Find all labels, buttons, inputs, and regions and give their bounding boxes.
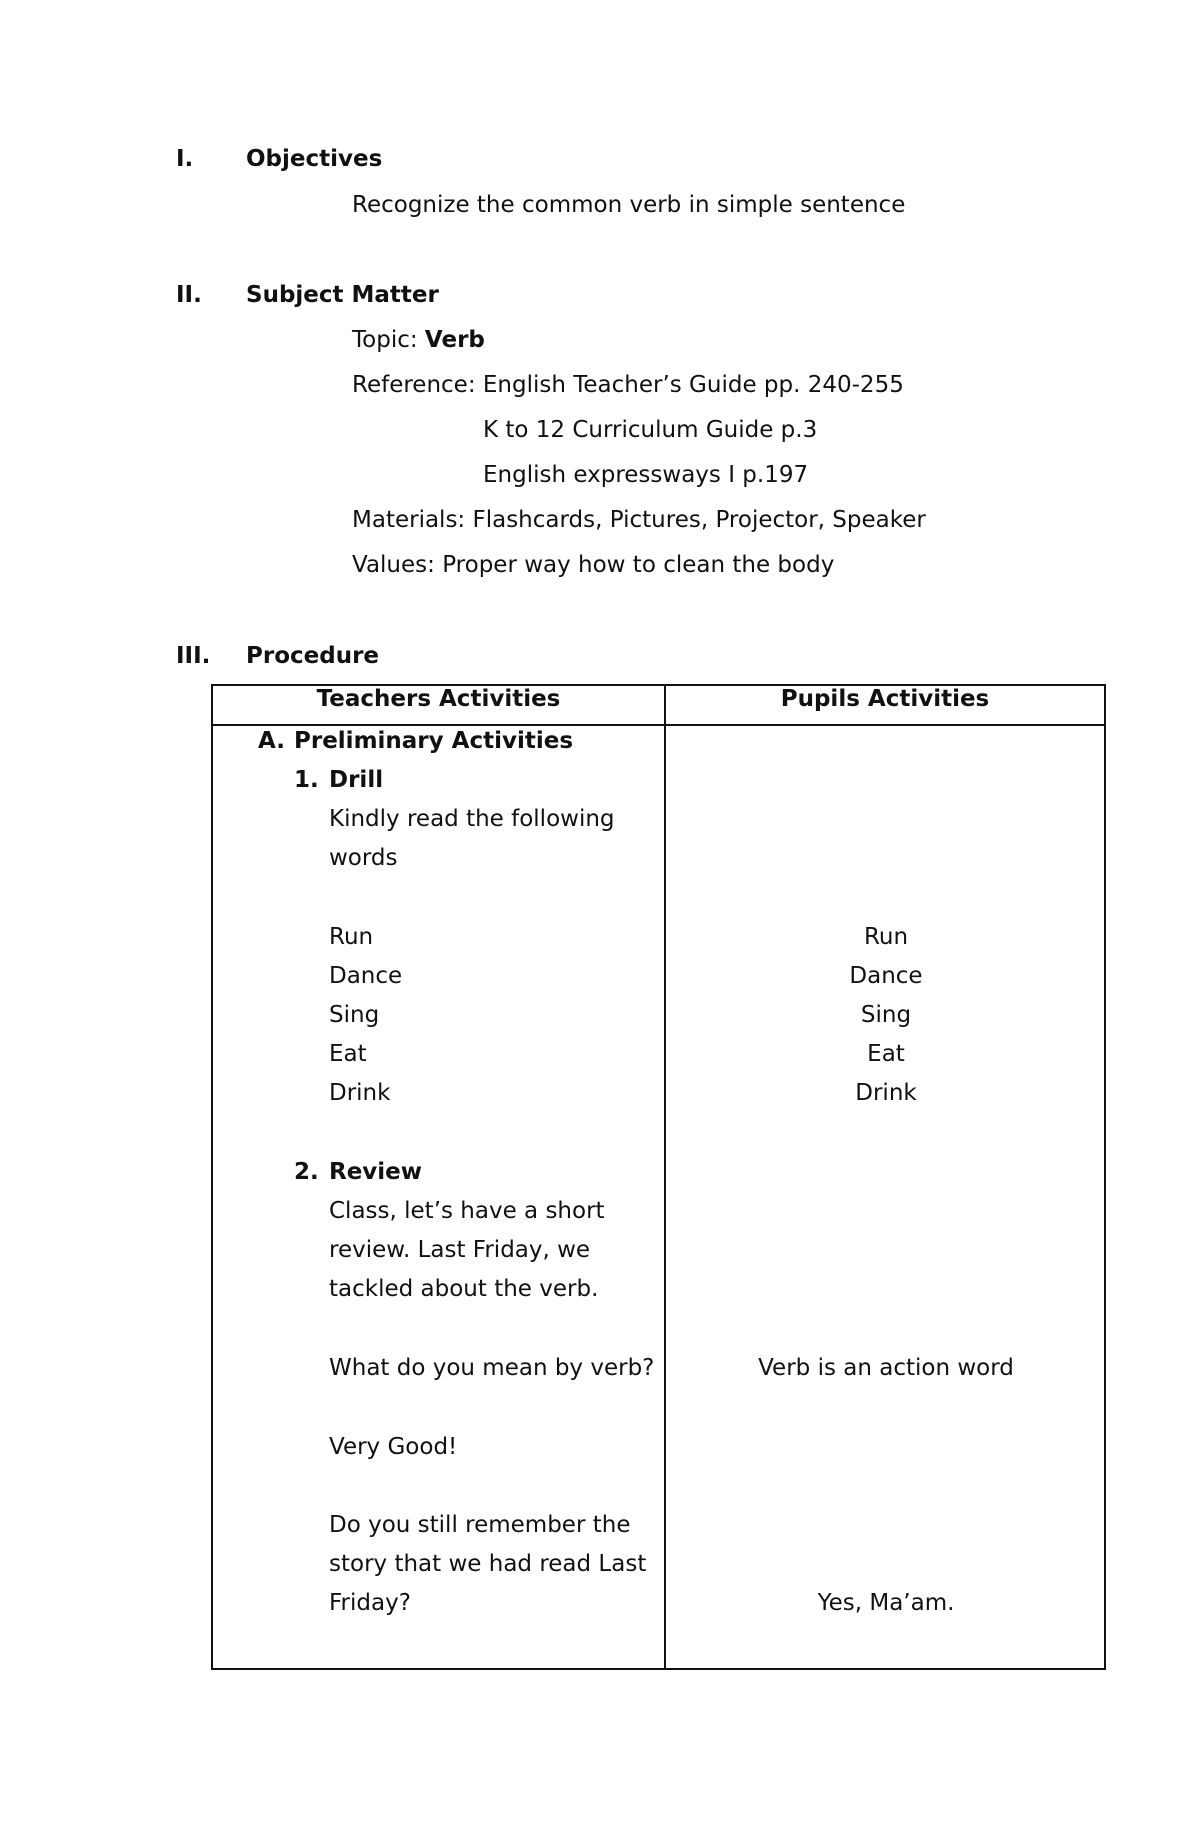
topic-line <box>352 325 485 355</box>
table-header-row <box>212 685 1105 725</box>
section-title-subject-matter: Subject Matter <box>246 282 439 308</box>
preliminary-title: Preliminary Activities <box>294 728 574 754</box>
reference-line-2: K to 12 Curriculum Guide p.3 <box>483 417 818 443</box>
list-item: Eat <box>329 1041 367 1067</box>
values-line: Values: Proper way how to clean the body <box>352 552 835 578</box>
list-item: Eat <box>867 1041 905 1067</box>
review-line-3: tackled about the verb. <box>329 1276 599 1302</box>
review-marker: 2. <box>294 1159 319 1185</box>
section-numeral-3: III. <box>176 643 211 669</box>
list-item: Run <box>329 924 374 950</box>
review-line-2: review. Last Friday, we <box>329 1237 591 1263</box>
drill-instruction-line-1: Kindly read the following <box>329 806 615 832</box>
question-story-line-1: Do you still remember the <box>329 1512 631 1538</box>
reference-line-3: English expressways I p.197 <box>483 462 809 488</box>
topic-value: Verb <box>424 327 485 353</box>
question-story-line-3: Friday? <box>329 1590 411 1616</box>
section-numeral-1: I. <box>176 146 194 172</box>
question-verb-meaning: What do you mean by verb? <box>329 1355 655 1381</box>
header-teachers-activities: Teachers Activities <box>212 685 665 725</box>
list-item: Dance <box>329 963 403 989</box>
review-title: Review <box>329 1159 423 1185</box>
drill-title: Drill <box>329 767 384 793</box>
list-item: Dance <box>849 963 923 989</box>
table-row <box>212 725 1105 1669</box>
list-item: Drink <box>855 1080 917 1106</box>
section-numeral-2: II. <box>176 282 202 308</box>
list-item: Run <box>863 924 909 950</box>
drill-marker: 1. <box>294 767 319 793</box>
list-item: Drink <box>329 1080 391 1106</box>
list-item: Sing <box>860 1002 912 1028</box>
section-title-procedure: Procedure <box>246 643 380 669</box>
teachers-cell <box>212 725 665 1669</box>
objectives-text: Recognize the common verb in simple sentence <box>352 192 906 218</box>
answer-verb-meaning: Verb is an action word <box>758 1355 1014 1381</box>
materials-line: Materials: Flashcards, Pictures, Projector, Speaker <box>352 507 926 533</box>
question-story-line-2: story that we had read Last <box>329 1551 647 1577</box>
reference-line-1: Reference: English Teacher’s Guide pp. 240-255 <box>352 372 904 398</box>
pupils-cell <box>665 725 1105 1669</box>
answer-story: Yes, Ma’am. <box>817 1590 955 1616</box>
praise-text: Very Good! <box>329 1434 458 1460</box>
procedure-table <box>211 684 1106 1670</box>
list-item: Sing <box>329 1002 380 1028</box>
review-line-1: Class, let’s have a short <box>329 1198 605 1224</box>
topic-label: Topic: <box>352 327 425 353</box>
preliminary-marker: A. <box>258 728 285 754</box>
drill-instruction-line-2: words <box>329 845 398 871</box>
section-title-objectives: Objectives <box>246 146 383 172</box>
header-pupils-activities: Pupils Activities <box>665 685 1105 725</box>
